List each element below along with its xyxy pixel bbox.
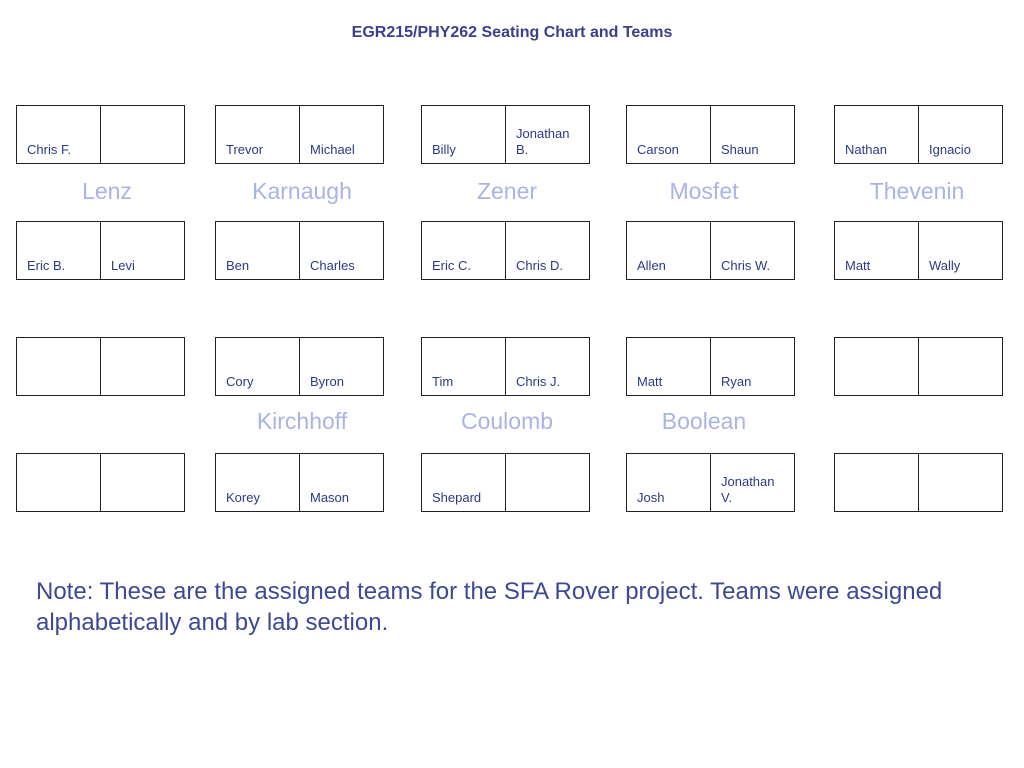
desk — [626, 337, 795, 396]
seat — [422, 222, 505, 279]
student-name: Ignacio — [929, 142, 971, 157]
team-name: Zener — [476, 178, 538, 204]
student-name: Korey — [226, 490, 260, 505]
student-name: Matt — [845, 258, 871, 273]
desk — [215, 453, 384, 512]
seat — [918, 338, 1002, 395]
seat — [835, 454, 918, 511]
student-name: Shepard — [432, 490, 482, 505]
seat — [17, 222, 100, 279]
desk — [16, 221, 185, 280]
seat — [422, 106, 505, 163]
page-title: EGR215/PHY262 Seating Chart and Teams — [351, 24, 673, 41]
student-name: Chris J. — [516, 374, 561, 389]
seat — [299, 454, 383, 511]
seat — [710, 222, 794, 279]
seat — [216, 222, 299, 279]
team-name: Thevenin — [869, 178, 965, 204]
seat — [216, 106, 299, 163]
student-name: Wally — [929, 258, 961, 273]
desk — [421, 337, 590, 396]
seat — [835, 338, 918, 395]
note-text: Note: These are the assigned teams for the SFA Rover project. Teams were assigned alphabetically and by lab section. — [36, 578, 943, 636]
desk — [215, 221, 384, 280]
desk — [421, 221, 590, 280]
student-name: Ben — [226, 258, 250, 273]
seat — [835, 222, 918, 279]
team-name: Boolean — [661, 408, 747, 434]
student-name: Jonathan B. — [516, 126, 570, 157]
desk — [834, 337, 1003, 396]
desk — [215, 105, 384, 164]
student-name: Josh — [637, 490, 665, 505]
seat — [627, 338, 710, 395]
seat — [100, 454, 184, 511]
student-name: Levi — [111, 258, 135, 273]
student-name: Matt — [637, 374, 663, 389]
desk — [16, 105, 185, 164]
seat — [216, 338, 299, 395]
desk — [421, 105, 590, 164]
student-name: Chris D. — [516, 258, 563, 273]
student-name: Chris F. — [27, 142, 72, 157]
seat — [422, 338, 505, 395]
desk — [626, 221, 795, 280]
student-name: Mason — [310, 490, 350, 505]
seat — [627, 454, 710, 511]
seat — [835, 106, 918, 163]
seat — [505, 338, 589, 395]
student-name: Michael — [310, 142, 355, 157]
desk — [16, 337, 185, 396]
student-name: Nathan — [845, 142, 887, 157]
student-name: Allen — [637, 258, 666, 273]
seat — [100, 222, 184, 279]
desk — [834, 453, 1003, 512]
seat — [100, 338, 184, 395]
team-name: Lenz — [82, 178, 132, 204]
seat — [710, 106, 794, 163]
desk — [626, 453, 795, 512]
seat — [918, 454, 1002, 511]
desk — [834, 105, 1003, 164]
team-name: Karnaugh — [252, 178, 352, 204]
student-name: Trevor — [226, 142, 264, 157]
seat — [710, 454, 794, 511]
student-name: Jonathan V. — [721, 474, 775, 505]
seat — [299, 222, 383, 279]
seat — [505, 106, 589, 163]
desk — [16, 453, 185, 512]
seat — [17, 106, 100, 163]
student-name: Ryan — [721, 374, 752, 389]
student-name: Carson — [637, 142, 679, 157]
seat — [17, 338, 100, 395]
student-name: Tim — [432, 374, 454, 389]
student-name: Shaun — [721, 142, 759, 157]
student-name: Billy — [432, 142, 456, 157]
desk — [215, 337, 384, 396]
seat — [918, 106, 1002, 163]
desk — [421, 453, 590, 512]
seat — [627, 222, 710, 279]
student-name: Chris W. — [721, 258, 771, 273]
student-name: Eric C. — [432, 258, 471, 273]
team-name: Coulomb — [460, 408, 554, 434]
team-name: Kirchhoff — [256, 408, 348, 434]
seat — [17, 454, 100, 511]
desk — [834, 221, 1003, 280]
desk — [626, 105, 795, 164]
team-name: Mosfet — [669, 178, 739, 204]
seat — [216, 454, 299, 511]
seat — [505, 222, 589, 279]
seat — [299, 106, 383, 163]
seat — [627, 106, 710, 163]
student-name: Eric B. — [27, 258, 66, 273]
seat — [422, 454, 505, 511]
student-name: Byron — [310, 374, 344, 389]
seat — [710, 338, 794, 395]
seat — [299, 338, 383, 395]
seat — [100, 106, 184, 163]
student-name: Cory — [226, 374, 254, 389]
student-name: Charles — [310, 258, 355, 273]
seat — [918, 222, 1002, 279]
seat — [505, 454, 589, 511]
